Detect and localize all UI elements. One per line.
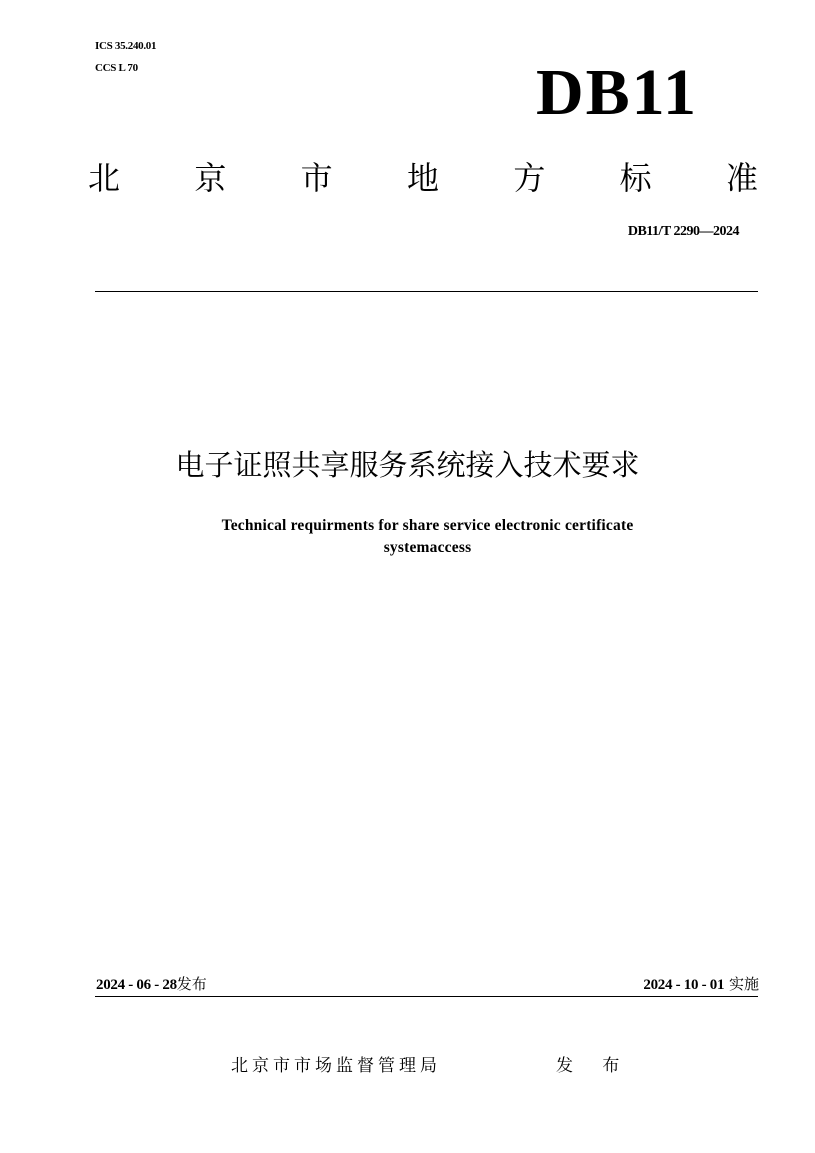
standard-type-char: 北: [88, 159, 121, 197]
issue-date-label: 发布: [176, 975, 207, 993]
top-divider: [95, 291, 758, 292]
standard-type-char: 标: [619, 159, 652, 197]
standard-type-char: 地: [406, 159, 439, 197]
bottom-divider: [95, 996, 758, 997]
standard-type-heading: [88, 156, 758, 200]
publish-label: 发 布: [556, 1056, 632, 1076]
standard-type-char: 市: [300, 159, 333, 197]
document-title-english: [80, 515, 775, 559]
standard-number: DB11/T 2290—2024: [627, 224, 739, 239]
english-title-line: Technical requirments for share service electronic certificate: [221, 517, 634, 534]
implementation-date: [643, 972, 759, 997]
issue-date-value: 2024 - 06 - 28: [96, 977, 177, 993]
standard-code-logo: DB11: [535, 56, 698, 129]
implementation-date-value: 2024 - 10 - 01: [643, 977, 725, 993]
english-title-line: systemaccess: [383, 539, 472, 556]
implementation-date-label: 实施: [728, 975, 759, 993]
issuing-authority: 北京市市场监督管理局: [231, 1056, 441, 1076]
standard-type-char: 京: [194, 159, 227, 197]
document-title-chinese: 电子证照共享服务系统接入技术要求: [175, 448, 640, 482]
ics-code: ICS 35.240.01: [95, 40, 157, 52]
ccs-code: CCS L 70: [95, 62, 138, 74]
standard-type-char: 方: [513, 159, 546, 197]
standard-type-char: 准: [725, 159, 758, 197]
issue-date: [96, 972, 207, 997]
